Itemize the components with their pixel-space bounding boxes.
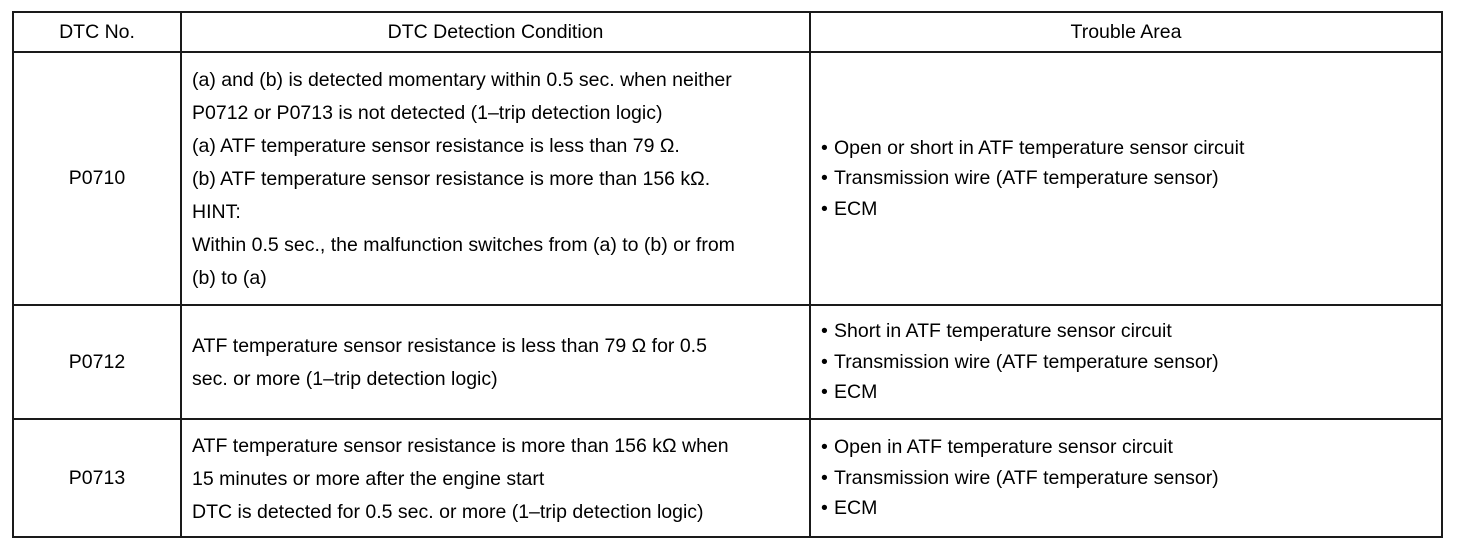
condition-line: 15 minutes or more after the engine start — [192, 467, 545, 490]
trouble-area-text: Short in ATF temperature sensor circuit — [834, 320, 1172, 343]
trouble-area-item — [821, 163, 1433, 194]
trouble-area-item — [821, 432, 1433, 463]
condition-line: (a) and (b) is detected momentary within 0.5 sec. when neither — [192, 69, 732, 91]
trouble-area-text: Transmission wire (ATF temperature sensor) — [834, 466, 1219, 489]
trouble-area — [810, 52, 1442, 305]
bullet-icon: • — [821, 497, 828, 520]
condition-line: P0712 or P0713 is not detected (1–trip detection logic) — [192, 102, 663, 124]
condition-line: (b) ATF temperature sensor resistance is more than 156 kΩ. — [192, 168, 711, 190]
bullet-icon: • — [821, 381, 828, 404]
dtc-code: P0712 — [13, 305, 181, 419]
condition-line: (a) ATF temperature sensor resistance is less than 79 Ω. — [192, 135, 680, 157]
trouble-area-item — [821, 316, 1433, 347]
table-row — [13, 52, 1442, 305]
condition-line: Within 0.5 sec., the malfunction switches from (a) to (b) or from — [192, 234, 735, 256]
condition-line: ATF temperature sensor resistance is less than 79 Ω for 0.5 — [192, 335, 707, 357]
header-dtc-no: DTC No. — [13, 12, 181, 52]
detection-condition — [181, 305, 810, 419]
trouble-area-text: ECM — [834, 497, 878, 520]
trouble-area-text: Open or short in ATF temperature sensor circuit — [834, 136, 1245, 159]
dtc-table — [12, 11, 1443, 538]
trouble-area-text: ECM — [834, 381, 878, 404]
header-detection-condition: DTC Detection Condition — [181, 12, 810, 52]
trouble-area-text: Transmission wire (ATF temperature sensor) — [834, 350, 1219, 373]
dtc-code: P0713 — [13, 419, 181, 537]
bullet-icon: • — [821, 167, 828, 190]
bullet-icon: • — [821, 350, 828, 373]
trouble-area — [810, 305, 1442, 419]
condition-line: (b) to (a) — [192, 267, 267, 289]
trouble-area-item — [821, 463, 1433, 494]
bullet-icon: • — [821, 197, 828, 220]
bullet-icon: • — [821, 320, 828, 343]
condition-line: DTC is detected for 0.5 sec. or more (1–trip detection logic) — [192, 500, 704, 523]
trouble-area — [810, 419, 1442, 537]
trouble-area-item — [821, 377, 1433, 408]
bullet-icon: • — [821, 436, 828, 459]
header-trouble-area: Trouble Area — [810, 12, 1442, 52]
trouble-area-item — [821, 133, 1433, 164]
condition-line: ATF temperature sensor resistance is more than 156 kΩ when — [192, 434, 729, 457]
table-row — [13, 419, 1442, 537]
trouble-area-text: ECM — [834, 197, 878, 220]
bullet-icon: • — [821, 466, 828, 489]
table-row — [13, 305, 1442, 419]
condition-line: HINT: — [192, 201, 241, 223]
condition-line: sec. or more (1–trip detection logic) — [192, 368, 498, 390]
trouble-area-item — [821, 493, 1433, 524]
header-row — [13, 12, 1442, 52]
bullet-icon: • — [821, 136, 828, 159]
trouble-area-item — [821, 194, 1433, 225]
trouble-area-text: Open in ATF temperature sensor circuit — [834, 436, 1173, 459]
detection-condition — [181, 52, 810, 305]
detection-condition — [181, 419, 810, 537]
trouble-area-text: Transmission wire (ATF temperature sensor) — [834, 167, 1219, 190]
dtc-code: P0710 — [13, 52, 181, 305]
trouble-area-item — [821, 347, 1433, 378]
